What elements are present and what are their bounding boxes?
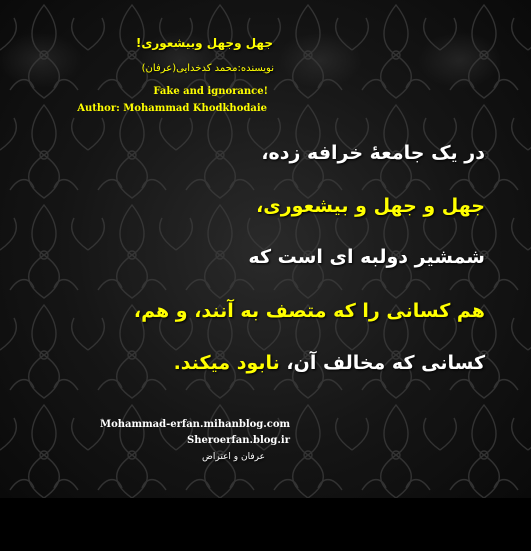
poem-line-5-part-b: نابود میکند. <box>173 352 280 374</box>
poem-line-4: هم کسانی را که متصف به آنند، و هم، <box>133 300 485 322</box>
title-persian: جهل وجهل وبیشعوری! <box>135 36 273 50</box>
poem-line-2: جهل و جهل و بیشعوری، <box>256 195 485 217</box>
website-link-2[interactable]: Sheroerfan.blog.ir <box>187 435 290 446</box>
author-english: Author: Mohammad Khodkhodaie <box>77 103 267 114</box>
author-persian: نویسنده:محمد کدخدایی(عرفان) <box>141 63 274 74</box>
title-english: Fake and ignorance! <box>153 86 268 97</box>
poem-line-1: در یک جامعهٔ خرافه زده، <box>261 142 485 164</box>
website-link-1[interactable]: Mohammad-erfan.mihanblog.com <box>100 419 291 430</box>
poem-line-3: شمشیر دولبه ای است که <box>248 246 485 268</box>
poem-line-5-part-a: کسانی که مخالف آن، <box>286 352 485 374</box>
signature: عرفان و اعتراض <box>202 452 265 462</box>
poem-line-5 <box>174 352 485 374</box>
